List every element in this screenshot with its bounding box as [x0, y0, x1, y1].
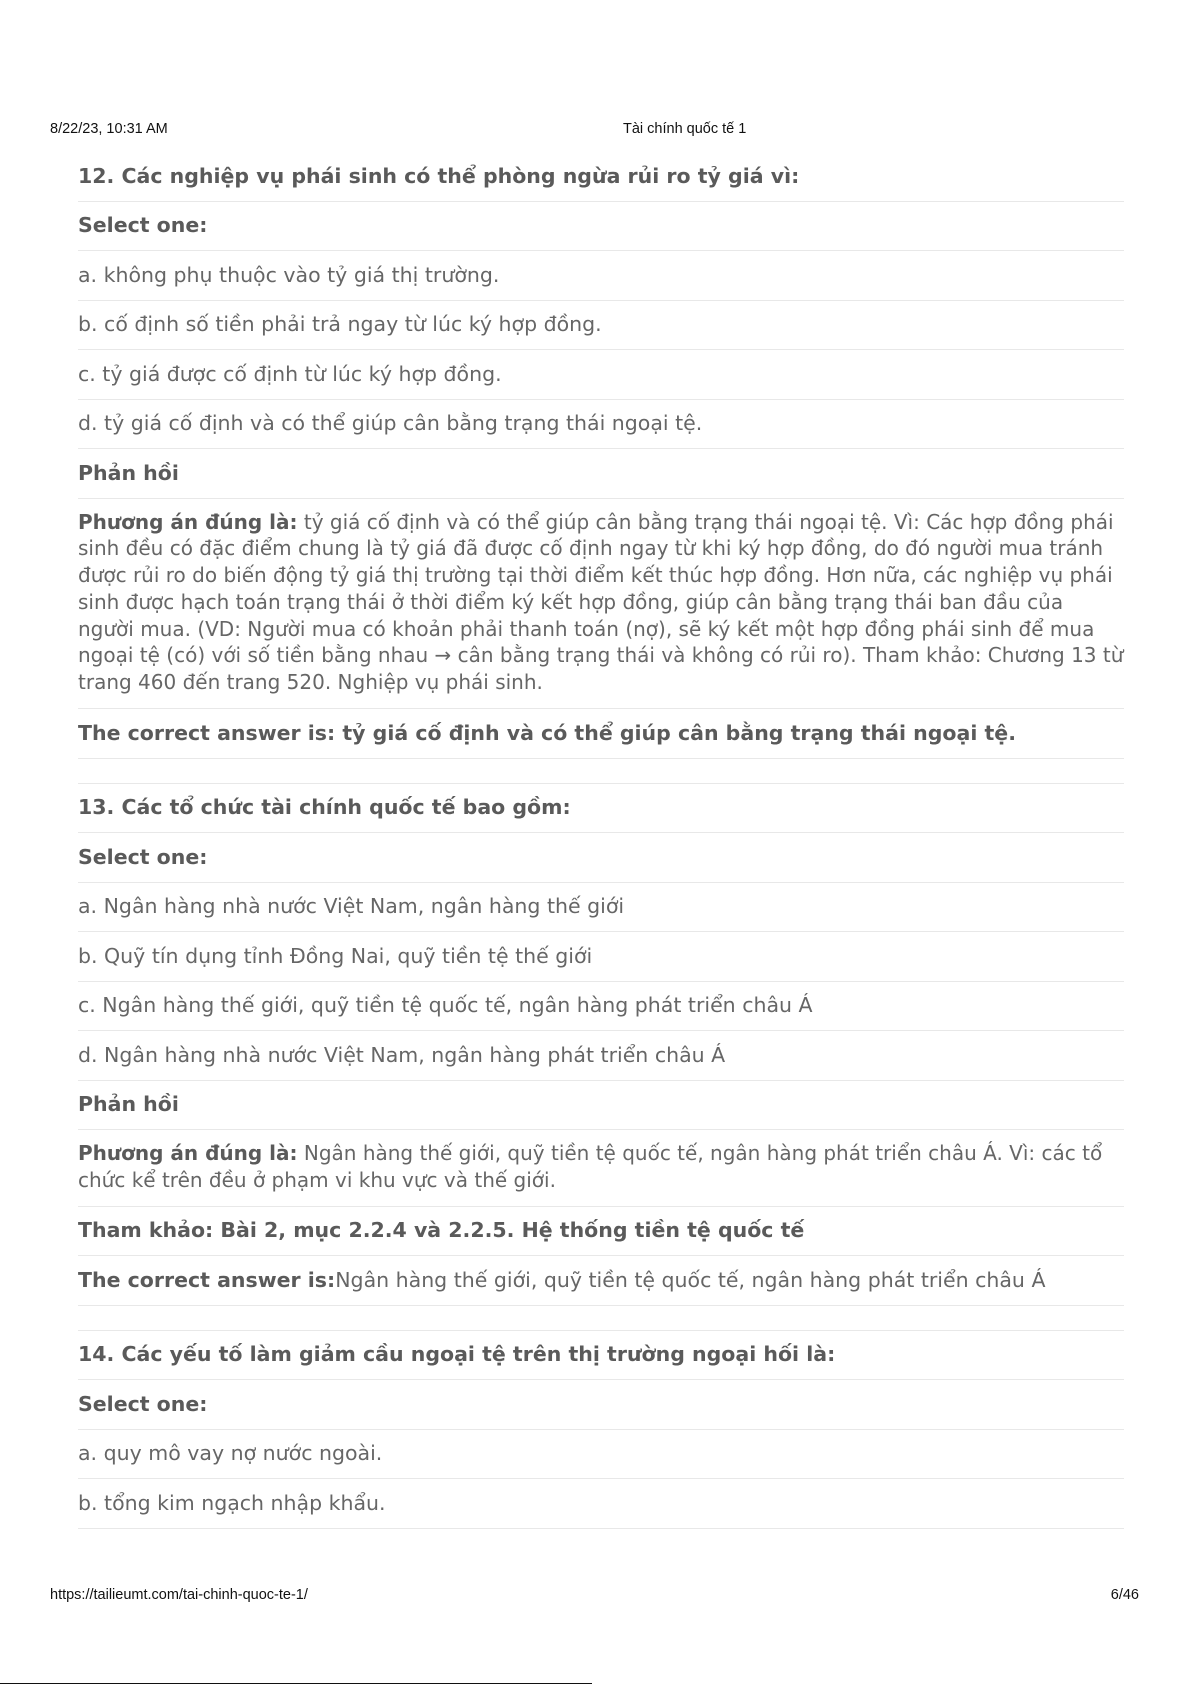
option-d[interactable]: d. Ngân hàng nhà nước Việt Nam, ngân hàng phát triển châu Á [78, 1031, 1124, 1081]
reference-text: Tham khảo: Bài 2, mục 2.2.4 và 2.2.5. Hệ thống tiền tệ quốc tế [78, 1207, 1124, 1257]
select-one-label: Select one: [78, 202, 1124, 252]
question-13 [78, 784, 1124, 1331]
correct-answer: The correct answer is: tỷ giá cố định và có thể giúp cân bằng trạng thái ngoại tệ. [78, 709, 1124, 759]
correct-answer-label: The correct answer is: [78, 1267, 336, 1292]
question-text: 12. Các nghiệp vụ phái sinh có thể phòng ngừa rủi ro tỷ giá vì: [78, 152, 1124, 202]
option-a[interactable]: a. không phụ thuộc vào tỷ giá thị trường. [78, 251, 1124, 301]
question-14 [78, 1331, 1124, 1529]
option-a[interactable]: a. quy mô vay nợ nước ngoài. [78, 1430, 1124, 1480]
option-b[interactable]: b. tổng kim ngạch nhập khẩu. [78, 1479, 1124, 1529]
feedback-text [78, 499, 1124, 710]
option-a[interactable]: a. Ngân hàng nhà nước Việt Nam, ngân hàng thế giới [78, 883, 1124, 933]
option-c[interactable]: c. tỷ giá được cố định từ lúc ký hợp đồng. [78, 350, 1124, 400]
answer-label: Phương án đúng là: [78, 1141, 298, 1166]
print-datetime: 8/22/23, 10:31 AM [50, 121, 168, 137]
feedback-label: Phản hồi [78, 1081, 1124, 1131]
print-page-number: 6/46 [1110, 1587, 1139, 1603]
question-text: 14. Các yếu tố làm giảm cầu ngoại tệ trên thị trường ngoại hối là: [78, 1331, 1124, 1381]
correct-answer [78, 1256, 1124, 1306]
correct-answer-text: Ngân hàng thế giới, quỹ tiền tệ quốc tế, ngân hàng phát triển châu Á [335, 1267, 1046, 1292]
answer-label: Phương án đúng là: [78, 509, 298, 534]
feedback-text [78, 1130, 1124, 1207]
feedback-label: Phản hồi [78, 449, 1124, 499]
quiz-content [78, 152, 1124, 1529]
option-c[interactable]: c. Ngân hàng thế giới, quỹ tiền tệ quốc tế, ngân hàng phát triển châu Á [78, 982, 1124, 1032]
question-divider [78, 759, 1124, 784]
option-b[interactable]: b. cố định số tiền phải trả ngay từ lúc ký hợp đồng. [78, 301, 1124, 351]
question-12 [78, 152, 1124, 784]
select-one-label: Select one: [78, 833, 1124, 883]
print-page-title: Tài chính quốc tế 1 [623, 121, 747, 137]
answer-explanation: Ngân hàng thế giới, quỹ tiền tệ quốc tế, ngân hàng phát triển châu Á. Vì: các tổ chức kể trên đều ở phạm vi khu vực và thế giới. [78, 1141, 1103, 1192]
option-d[interactable]: d. tỷ giá cố định và có thể giúp cân bằng trạng thái ngoại tệ. [78, 400, 1124, 450]
answer-explanation: tỷ giá cố định và có thể giúp cân bằng trạng thái ngoại tệ. Vì: Các hợp đồng phái sinh đều có đặc điểm chung là tỷ giá đã được cố định ngay từ khi ký hợp đồng, do đó người mua tránh được rủi ro do biến động tỷ giá thị trường tại thời điểm kết thúc hợp đồng. Hơn nữa, các nghiệp vụ phái sinh được hạch toán trạng thái ở thời điểm ký kết hợp đồng, giúp cân bằng trạng thái ban đầu của người mua. (VD: Người mua có khoản phải thanh toán (nợ), sẽ ký kết một hợp đồng phái sinh để mua ngoại tệ (có) với số tiền bằng nhau → cân bằng trạng thái và không có rủi ro). Tham khảo: Chương 13 từ trang 460 đến trang 520. Nghiệp vụ phái sinh. [78, 509, 1124, 695]
option-b[interactable]: b. Quỹ tín dụng tỉnh Đồng Nai, quỹ tiền tệ thế giới [78, 932, 1124, 982]
question-text: 13. Các tổ chức tài chính quốc tế bao gồm: [78, 784, 1124, 834]
print-url: https://tailieumt.com/tai-chinh-quoc-te-1/ [50, 1587, 308, 1603]
question-divider [78, 1306, 1124, 1331]
page-bottom-rule [0, 1683, 592, 1684]
select-one-label: Select one: [78, 1380, 1124, 1430]
